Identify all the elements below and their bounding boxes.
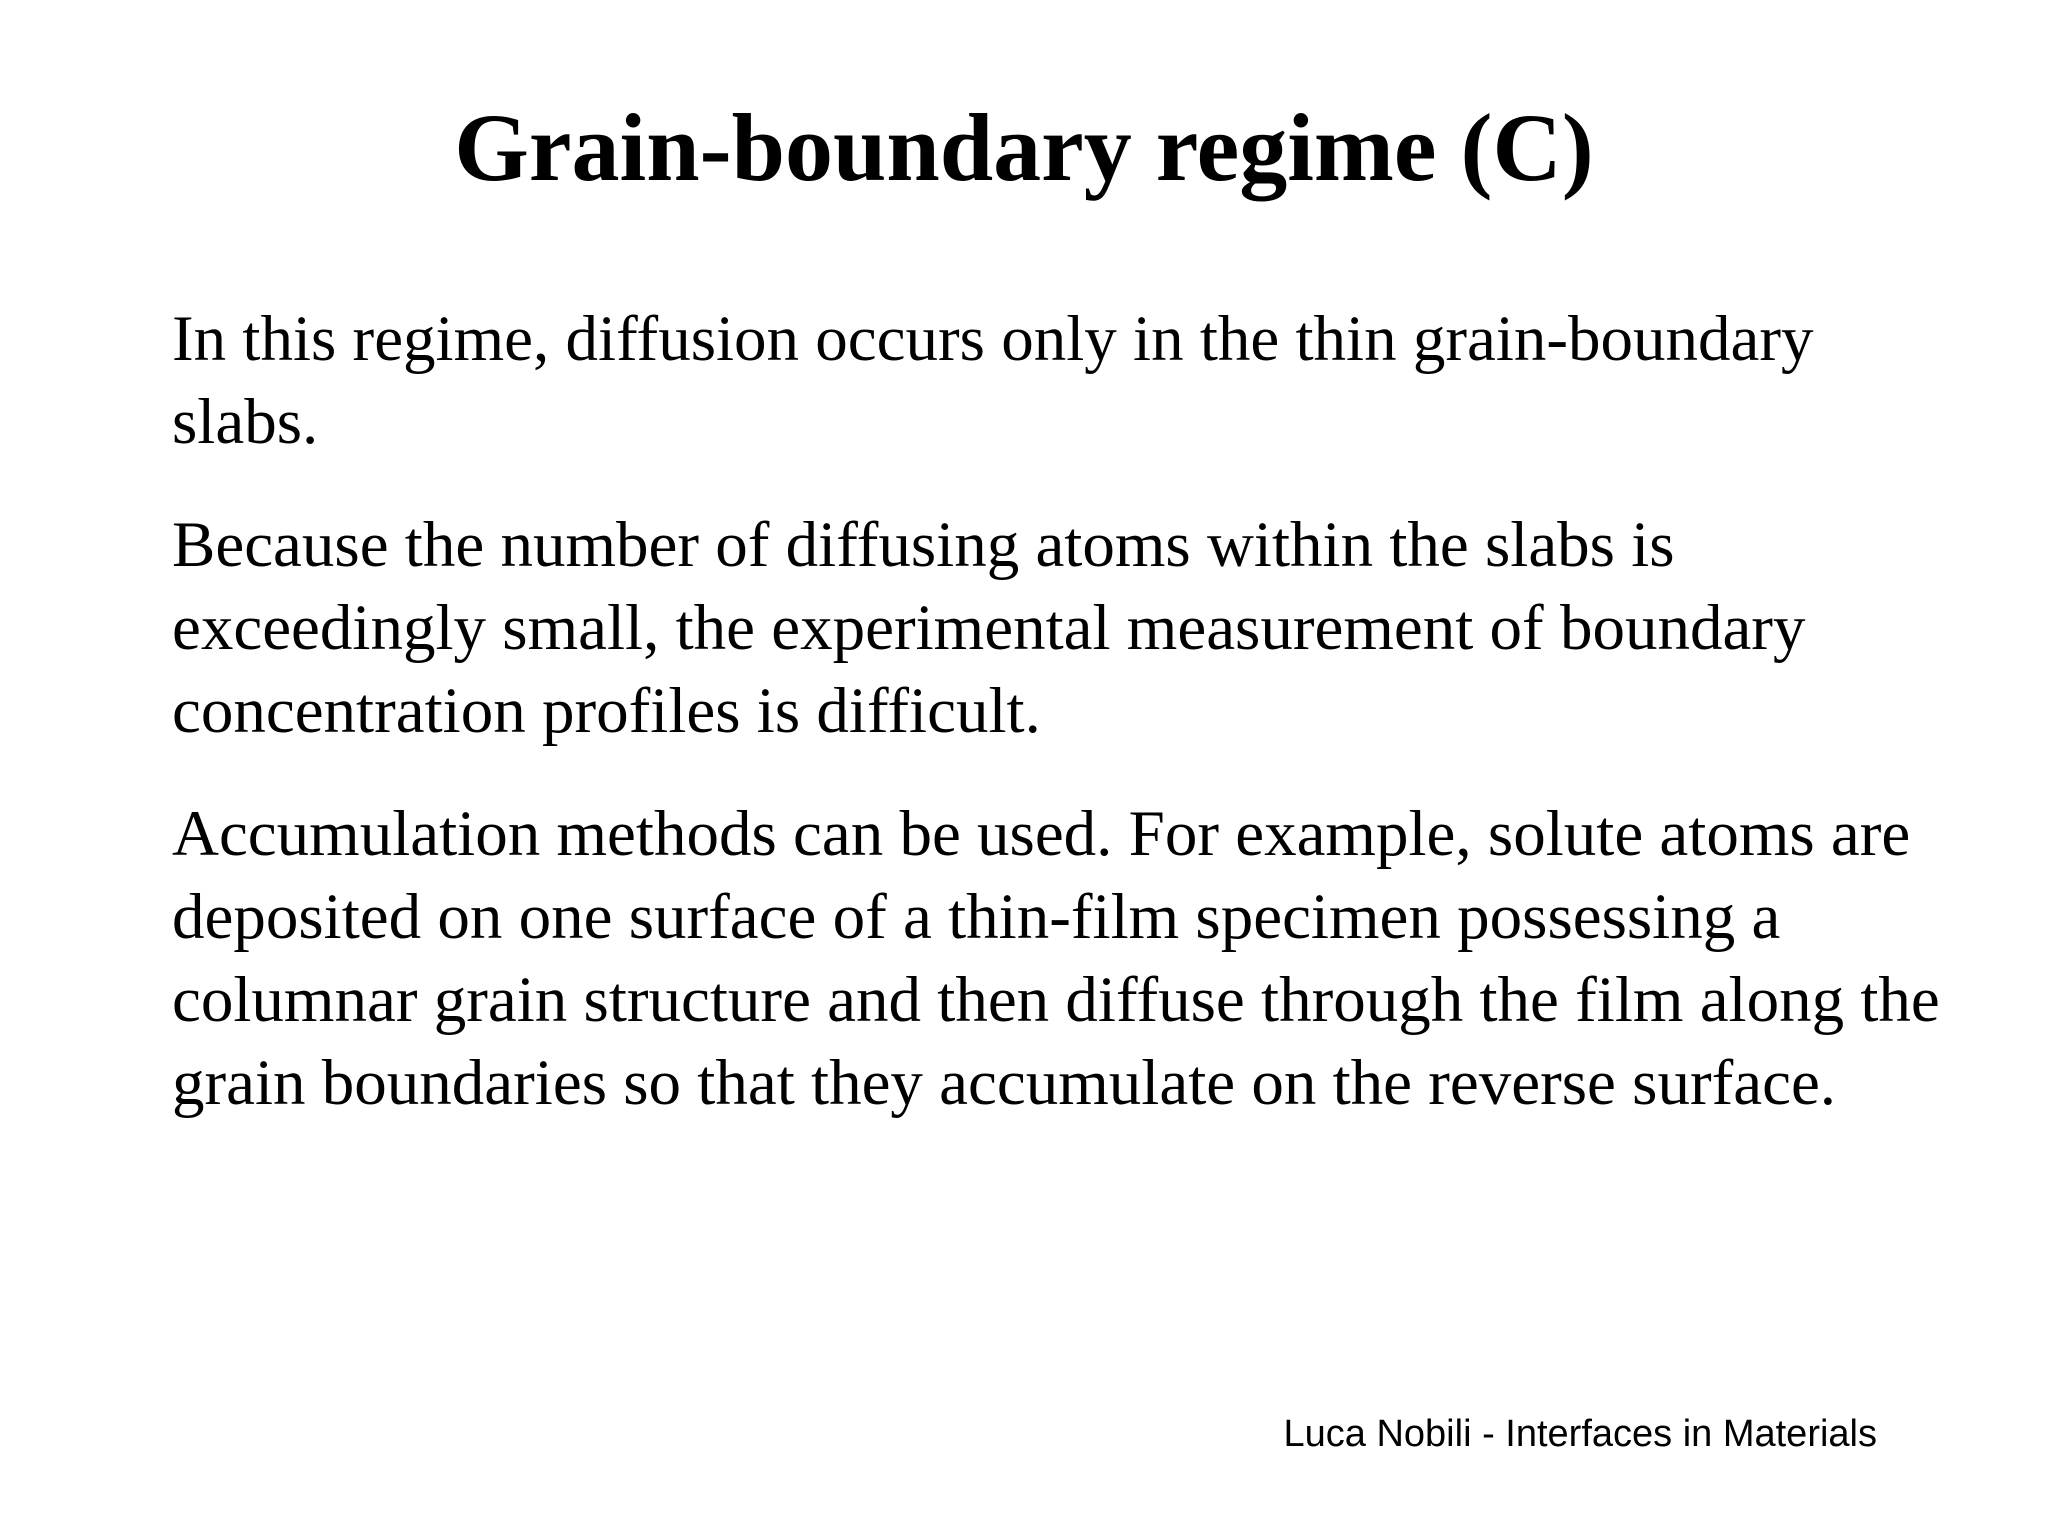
slide-body: [172, 298, 1972, 1165]
paragraph-accumulation-methods: Accumulation methods can be used. For example, solute atoms are deposited on one surface of a thin-film specimen possessing a columnar grain structure and then diffuse through the film along the grain boundaries so that they accumulate on the reverse surface.: [172, 798, 1940, 1119]
paragraph-measurement-difficulty: Because the number of diffusing atoms within the slabs is exceedingly small, the experimental measurement of boundary concentration profiles is difficult.: [172, 509, 1806, 747]
paragraph-regime-description: In this regime, diffusion occurs only in the thin grain-boundary slabs.: [172, 303, 1814, 458]
slide-title: Grain-boundary regime (C): [454, 94, 1594, 201]
slide-footer: Luca Nobili - Interfaces in Materials: [1283, 1413, 1877, 1455]
